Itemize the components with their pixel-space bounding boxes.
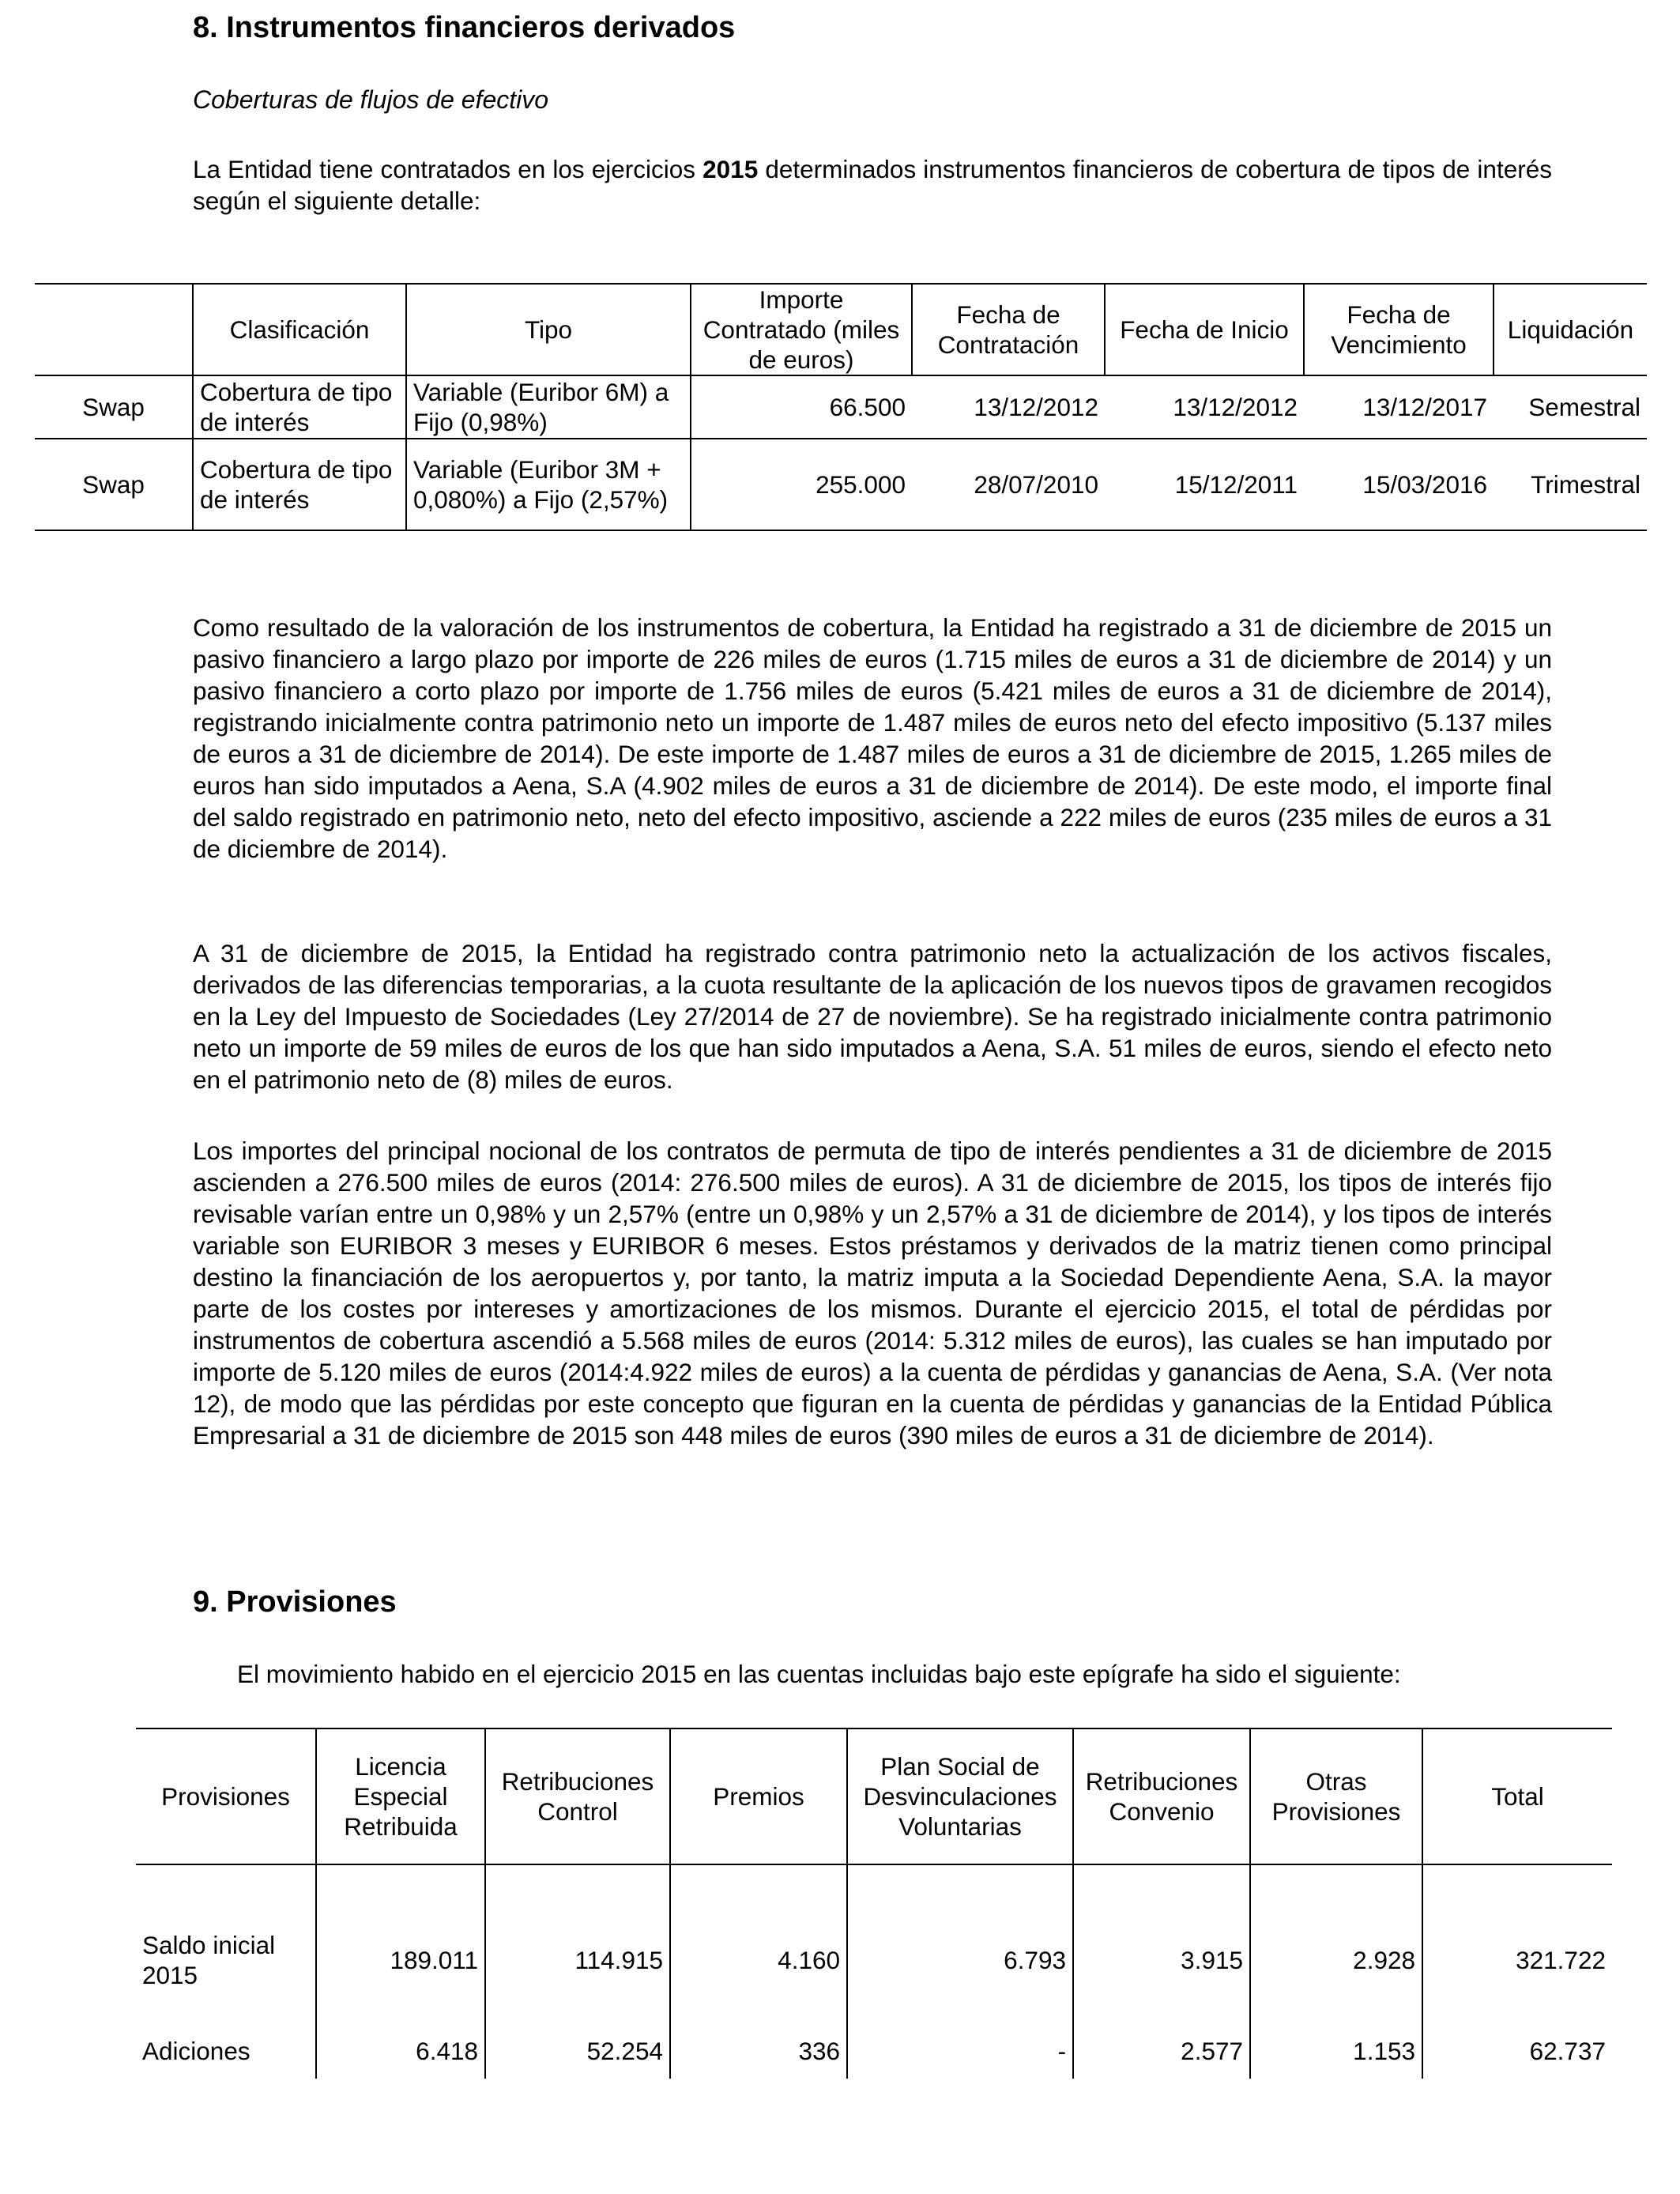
intro-year: 2015 xyxy=(703,155,759,183)
header-cell: Importe Contratado (miles de euros) xyxy=(691,284,912,375)
table-cell: 321.722 xyxy=(1422,1864,1612,2023)
table-cell: 15/12/2011 xyxy=(1105,439,1304,530)
intro-text-part1: La Entidad tiene contratados en los ejercicios xyxy=(193,155,703,183)
table-cell: Swap xyxy=(35,439,193,530)
derivatives-table xyxy=(35,283,1647,531)
header-cell: Total xyxy=(1422,1728,1612,1864)
table-row xyxy=(35,439,1647,530)
table-cell: 15/03/2016 xyxy=(1304,439,1494,530)
header-cell xyxy=(35,284,193,375)
table-cell: 114.915 xyxy=(485,1864,670,2023)
table-cell: 66.500 xyxy=(691,375,912,439)
table-cell: 1.153 xyxy=(1250,2023,1422,2079)
header-cell: Fecha de Inicio xyxy=(1105,284,1304,375)
section-8-subtitle: Coberturas de flujos de efectivo xyxy=(193,85,549,114)
table-cell: Swap xyxy=(35,375,193,439)
section-9-title: 9. Provisiones xyxy=(193,1585,397,1619)
table-cell: Cobertura de tipo de interés xyxy=(193,375,406,439)
table-cell: 13/12/2012 xyxy=(1105,375,1304,439)
table-row xyxy=(35,375,1647,439)
table-cell: - xyxy=(847,2023,1073,2079)
table-cell: 189.011 xyxy=(316,1864,485,2023)
table-cell: Variable (Euribor 3M + 0,080%) a Fijo (2,57%) xyxy=(406,439,691,530)
header-cell: Fecha de Contratación xyxy=(912,284,1105,375)
section-8-intro xyxy=(193,153,1552,217)
header-cell: Clasificación xyxy=(193,284,406,375)
table-cell: 13/12/2012 xyxy=(912,375,1105,439)
header-cell: Plan Social de Desvinculaciones Voluntarias xyxy=(847,1728,1073,1864)
table-cell: 4.160 xyxy=(670,1864,847,2023)
table-cell: 28/07/2010 xyxy=(912,439,1105,530)
provisions-header-row xyxy=(136,1728,1612,1864)
paragraph-notional: Los importes del principal nocional de los contratos de permuta de tipo de interés pendientes a 31 de diciembre de 2015 ascienden a 276.500 miles de euros (2014: 276.500 miles de euros). A 31 de diciembre de 2015, los tipos de interés fijo revisable varían entre un 0,98% y un 2,57% (entre un 0,98% y un 2,57% a 31 de diciembre de 2014), y los tipos de interés variable son EURIBOR 3 meses y EURIBOR 6 meses. Estos préstamos y derivados de la matriz tienen como principal destino la financiación de los aeropuertos y, por tanto, la matriz imputa a la Sociedad Dependiente Aena, S.A. la mayor parte de los costes por intereses y amortizaciones de los mismos. Durante el ejercicio 2015, el total de pérdidas por instrumentos de cobertura ascendió a 5.568 miles de euros (2014: 5.312 miles de euros), las cuales se han imputado por importe de 5.120 miles de euros (2014:4.922 miles de euros) a la cuenta de pérdidas y ganancias de Aena, S.A. (Ver nota 12), de modo que las pérdidas por este concepto que figuran en la cuenta de pérdidas y ganancias de la Entidad Pública Empresarial a 31 de diciembre de 2015 son 448 miles de euros (390 miles de euros a 31 de diciembre de 2014). xyxy=(193,1137,1552,1449)
header-cell: Licencia Especial Retribuida xyxy=(316,1728,485,1864)
paragraph-tax-update: A 31 de diciembre de 2015, la Entidad ha registrado contra patrimonio neto la actualización de los activos fiscales, derivados de las diferencias temporarias, a la cuota resultante de la aplicación de los nuevos tipos de gravamen recogidos en la Ley del Impuesto de Sociedades (Ley 27/2014 de 27 de noviembre). Se ha registrado inicialmente contra patrimonio neto un importe de 59 miles de euros de los que han sido imputados a Aena, S.A. 51 miles de euros, siendo el efecto neto en el patrimonio neto de (8) miles de euros. xyxy=(193,939,1552,1094)
header-cell: Otras Provisiones xyxy=(1250,1728,1422,1864)
table-cell: Semestral xyxy=(1494,375,1647,439)
table-cell: 6.793 xyxy=(847,1864,1073,2023)
section-8-title: 8. Instrumentos financieros derivados xyxy=(193,11,736,44)
table-cell: Variable (Euribor 6M) a Fijo (0,98%) xyxy=(406,375,691,439)
table-cell: Saldo inicial 2015 xyxy=(142,1931,276,1989)
table-cell: 255.000 xyxy=(691,439,912,530)
paragraph-hedging-valuation: Como resultado de la valoración de los instrumentos de cobertura, la Entidad ha registrado a 31 de diciembre de 2015 un pasivo financiero a largo plazo por importe de 226 miles de euros (1.715 miles de euros a 31 de diciembre de 2014) y un pasivo financiero a corto plazo por importe de 1.756 miles de euros (5.421 miles de euros a 31 de diciembre de 2014), registrando inicialmente contra patrimonio neto un importe de 1.487 miles de euros neto del efecto impositivo (5.137 miles de euros a 31 de diciembre de 2014). De este importe de 1.487 miles de euros a 31 de diciembre de 2015, 1.265 miles de euros han sido imputados a Aena, S.A (4.902 miles de euros a 31 de diciembre de 2014). De este modo, el importe final del saldo registrado en patrimonio neto, neto del efecto impositivo, asciende a 222 miles de euros (235 miles de euros a 31 de diciembre de 2014). xyxy=(193,613,1552,863)
table-cell: Adiciones xyxy=(142,2037,250,2065)
header-cell: Premios xyxy=(670,1728,847,1864)
table-row xyxy=(136,1864,1612,2023)
table-cell: 3.915 xyxy=(1073,1864,1250,2023)
table-cell: 52.254 xyxy=(485,2023,670,2079)
table-cell: 2.577 xyxy=(1073,2023,1250,2079)
header-cell: Liquidación xyxy=(1494,284,1647,375)
provisions-table xyxy=(136,1728,1612,2079)
intro-text-part2: determinados instrumentos financieros de cobertura de tipos de interés según el siguiente detalle: xyxy=(193,155,1552,215)
header-cell: Retribuciones Control xyxy=(485,1728,670,1864)
header-cell: Provisiones xyxy=(136,1728,316,1864)
table-cell: 2.928 xyxy=(1250,1864,1422,2023)
header-cell: Tipo xyxy=(406,284,691,375)
table-cell: Trimestral xyxy=(1494,439,1647,530)
table-row xyxy=(136,2023,1612,2079)
table-cell: 62.737 xyxy=(1422,2023,1612,2079)
table-cell: Cobertura de tipo de interés xyxy=(193,439,406,530)
table-cell: 13/12/2017 xyxy=(1304,375,1494,439)
header-cell: Fecha de Vencimiento xyxy=(1304,284,1494,375)
header-cell: Retribuciones Convenio xyxy=(1073,1728,1250,1864)
table-cell: 336 xyxy=(670,2023,847,2079)
derivatives-header-row xyxy=(35,284,1647,375)
section-9-intro: El movimiento habido en el ejercicio 2015 en las cuentas incluidas bajo este epígrafe ha sido el siguiente: xyxy=(237,1660,1401,1688)
table-cell: 6.418 xyxy=(316,2023,485,2079)
